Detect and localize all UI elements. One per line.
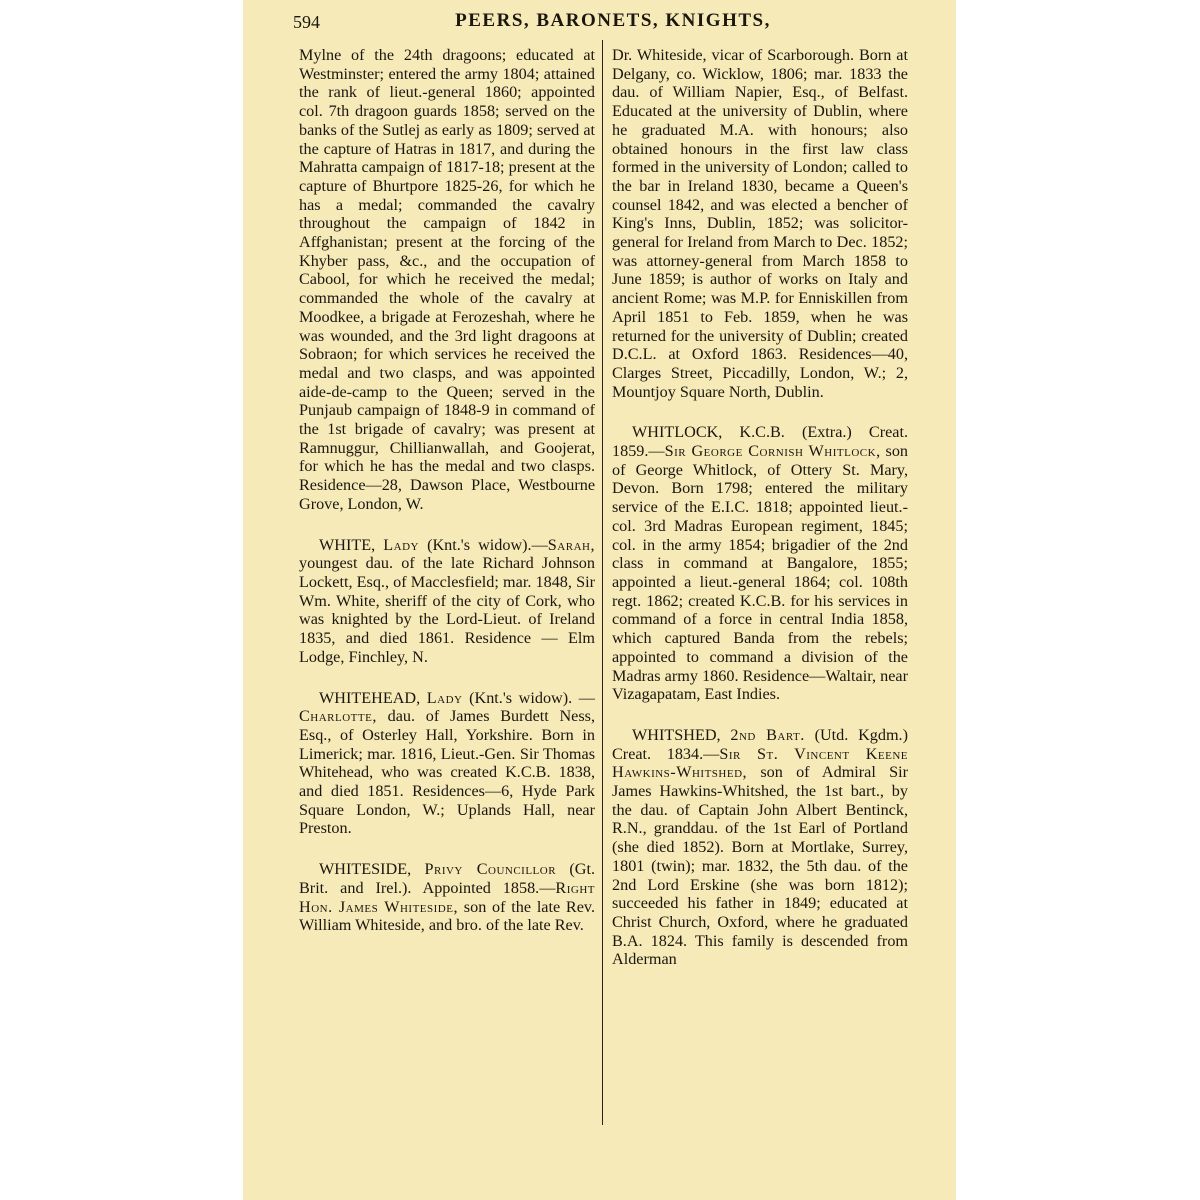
column-divider: [602, 40, 603, 1125]
entry-whitshed: [612, 726, 908, 969]
entry-qualifier: (Gt. Brit. and Irel.). Appointed 1858.—: [299, 860, 595, 897]
left-column: [299, 46, 595, 935]
entry-white: [299, 536, 595, 667]
entry-whitehead: [299, 689, 595, 839]
entry-forename: Sir George Cornish Whitlock,: [664, 442, 881, 461]
continuation-paragraph: Mylne of the 24th dragoons; educated at Westminster; entered the army 1804; attained the rank of lieut.-general 1860; appointed col. 7th dragoon guards 1858; served on the banks of the Sutlej as early as 1809; served at the capture of Hatras in 1817, and during the Mahratta campaign of 1817-18; present at the capture of Bhurtpore 1825-26, for which he has a medal; commanded the cavalry throughout the campaign of 1842 in Affghanistan; present at the forcing of the Khyber pass, &c., and the occupation of Cabool, for which he received the medal; commanded the whole of the cavalry at Moodkee, a brigade at Ferozeshah, where he was wounded, and the 3rd light dragoons at Sobraon; for which services he received the medal and two clasps, and was appointed aide-de-camp to the Queen; served in the Punjaub campaign of 1848-9 in command of the 1st brigade of cavalry; was present at Ramnuggur, Chillianwallah, and Goojerat, for which he has the medal and two clasps. Residence—28, Dawson Place, Westbourne Grove, London, W.: [299, 46, 595, 513]
entry-text: youngest dau. of the late Richard Johnson Lockett, Esq., of Macclesfield; mar. 1848, Sir Wm. White, sheriff of the city of Cork, who was knighted by the Lord-Lieut. of Ireland 1835, and died 1861. Residence — Elm Lodge, Finchley, N.: [299, 554, 595, 666]
entry-qualifier: (Knt.'s widow). —: [469, 688, 595, 707]
entry-forename: Right Hon. James Whiteside,: [299, 878, 595, 916]
page-header: [293, 8, 933, 38]
continuation-paragraph: Dr. Whiteside, vicar of Scarborough. Born at Delgany, co. Wicklow, 1806; mar. 1833 the dau. of William Napier, Esq., of Belfast. Educated at the university of Dublin, where he graduated M.A. with honours; also obtained honours in the first law class formed in the university of London; called to the bar in Ireland 1830, became a Queen's counsel 1842, and was elected a bencher of King's Inns, Dublin, 1852; was solicitor-general for Ireland from March to Dec. 1852; was attorney-general from March 1858 to June 1859; is author of works on Italy and ancient Rome; was M.P. for Enniskillen from April 1851 to Feb. 1859, when he was returned for the university of Dublin; created D.C.L. at Oxford 1863. Residences—40, Clarges Street, Piccadilly, London, W.; 2, Mountjoy Square North, Dublin.: [612, 46, 908, 401]
entry-text: son of Admiral Sir James Hawkins-Whitshed, the 1st bart., by the dau. of Captain John Albert Bentinck, R.N., granddau. of the 1st Earl of Portland (she died 1852). Born at Mortlake, Surrey, 1801 (twin); mar. 1832, the 5th dau. of the 2nd Lord Erskine (she was born 1812); succeeded his father in 1849; educated at Christ Church, Oxford, where he graduated B.A. 1824. This family is descended from Alderman: [612, 763, 908, 969]
entry-name: WHITSHED,: [632, 725, 721, 744]
page-number: 594: [293, 12, 320, 32]
entry-dash: —: [531, 535, 548, 554]
entry-forename: Charlotte,: [299, 707, 377, 726]
running-head: PEERS, BARONETS, KNIGHTS,: [455, 10, 771, 31]
entry-title: Privy Councillor: [424, 860, 557, 879]
entry-name: WHITE,: [319, 535, 376, 554]
entry-title: Lady: [426, 688, 463, 707]
entry-name: WHITLOCK, K.C.B.: [632, 423, 785, 442]
entry-text: son of George Whitlock, of Ottery St. Mary, Devon. Born 1798; entered the military service of the E.I.C. 1818; appointed lieut.-col. 3rd Madras European regiment, 1845; col. in the army 1854; brigadier of the 2nd class in command at Bangalore, 1855; appointed a lieut.-general 1864; col. 108th regt. 1862; created K.C.B. for his services in command of a force in central India 1858, which captured Banda from the rebels; appointed to command a division of the Madras army 1860. Residence—Waltair, near Vizagapatam, East Indies.: [612, 442, 909, 704]
entry-title: Lady: [383, 535, 419, 554]
entry-text: dau. of James Burdett Ness, Esq., of Osterley Hall, Yorkshire. Born in Limerick; mar. 1816, Lieut.-Gen. Sir Thomas Whitehead, who was created K.C.B. 1838, and died 1851. Residences—6, Hyde Park Square London, W.; Uplands Hall, near Preston.: [299, 707, 595, 838]
entry-qualifier: (Utd. Kgdm.) Creat. 1834.—: [612, 725, 908, 763]
entry-forename: Sarah,: [547, 535, 595, 554]
entry-text: son of the late Rev. William Whiteside, and bro. of the late Rev.: [299, 897, 596, 935]
entry-qualifier: (Knt.'s widow).: [427, 535, 532, 554]
entry-whiteside: [299, 860, 595, 935]
right-column: [612, 46, 908, 969]
entry-whitlock: [612, 423, 908, 704]
entry-qualifier: (Extra.) Creat. 1859.—: [612, 423, 908, 461]
entry-name: WHITESIDE,: [319, 860, 412, 879]
entry-forename: Sir St. Vincent Keene Hawkins-Whitshed,: [612, 744, 908, 782]
entry-name: WHITEHEAD,: [319, 688, 421, 707]
book-page: [243, 0, 956, 1200]
entry-title: 2nd Bart.: [730, 725, 805, 744]
